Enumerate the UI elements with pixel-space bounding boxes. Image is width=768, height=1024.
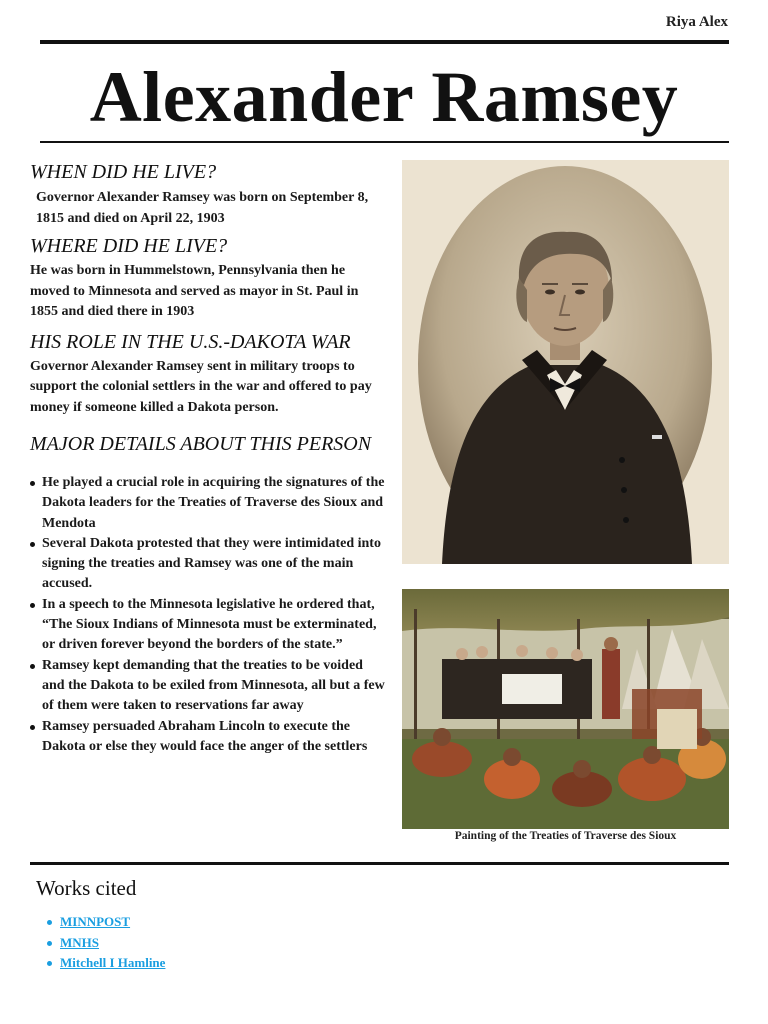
bullet-icon — [30, 481, 35, 486]
left-column — [30, 160, 388, 757]
list-item: Ramsey persuaded Abraham Lincoln to execute the Dakota or else they would face the anger of the settlers — [42, 717, 388, 758]
link-minnpost[interactable]: MINNPOST — [60, 914, 131, 929]
treaty-painting — [402, 589, 729, 829]
top-rule — [40, 40, 729, 44]
when-body: Governor Alexander Ramsey was born on September 8, 1815 and died on April 22, 1903 — [36, 190, 369, 226]
list-item — [60, 953, 165, 974]
portrait-photo — [402, 160, 729, 564]
bullet-icon — [30, 725, 35, 730]
when-heading: WHEN DID HE LIVE? — [30, 161, 217, 183]
role-heading: HIS ROLE IN THE U.S.-DAKOTA WAR — [30, 330, 351, 353]
list-item: In a speech to the Minnesota legislative he ordered that, “The Sioux Indians of Minnesota must be exterminated, or driven forever beyond the borders of the state.” — [42, 595, 388, 656]
list-item — [60, 933, 165, 954]
where-body: He was born in Hummelstown, Pennsylvania then he moved to Minnesota and served as mayor in St. Paul in 1855 and died there in 1903 — [30, 263, 359, 319]
author-name: Riya Alex — [665, 14, 728, 30]
bullet-icon — [30, 664, 35, 669]
details-heading: MAJOR DETAILS ABOUT THIS PERSON — [30, 433, 372, 455]
list-item: Several Dakota protested that they were intimidated into signing the treaties and Ramsey was one of the main accused. — [42, 534, 388, 595]
painting-illustration — [402, 589, 729, 829]
page-title: Alexander Ramsey — [89, 57, 679, 137]
bullet-icon — [47, 961, 52, 966]
list-item: Ramsey kept demanding that the treaties to be voided and the Dakota to be exiled from Minnesota, all but a few of them were taken to reservations far away — [42, 656, 388, 717]
title-rule — [40, 141, 729, 143]
bottom-rule — [30, 862, 729, 865]
list-item: He played a crucial role in acquiring the signatures of the Dakota leaders for the Treaties of Traverse des Sioux and Mendota — [42, 473, 388, 534]
link-mnhs[interactable]: MNHS — [60, 934, 99, 950]
details-list — [30, 473, 388, 757]
role-body: Governor Alexander Ramsey sent in military troops to support the colonial settlers in the war and offered to pay money if someone killed a Dakota person. — [30, 358, 372, 415]
bullet-icon — [47, 920, 52, 925]
works-cited-heading: Works cited — [36, 876, 137, 900]
painting-caption: Painting of the Treaties of Traverse des Sioux — [454, 830, 677, 842]
portrait-illustration — [402, 160, 729, 564]
bullet-icon — [30, 603, 35, 608]
bullet-icon — [30, 542, 35, 547]
list-item — [60, 912, 165, 933]
bullet-icon — [47, 941, 52, 946]
link-mitchell-hamline[interactable]: Mitchell I Hamline — [60, 955, 166, 970]
works-cited-list — [60, 912, 165, 974]
where-heading: WHERE DID HE LIVE? — [30, 235, 228, 257]
